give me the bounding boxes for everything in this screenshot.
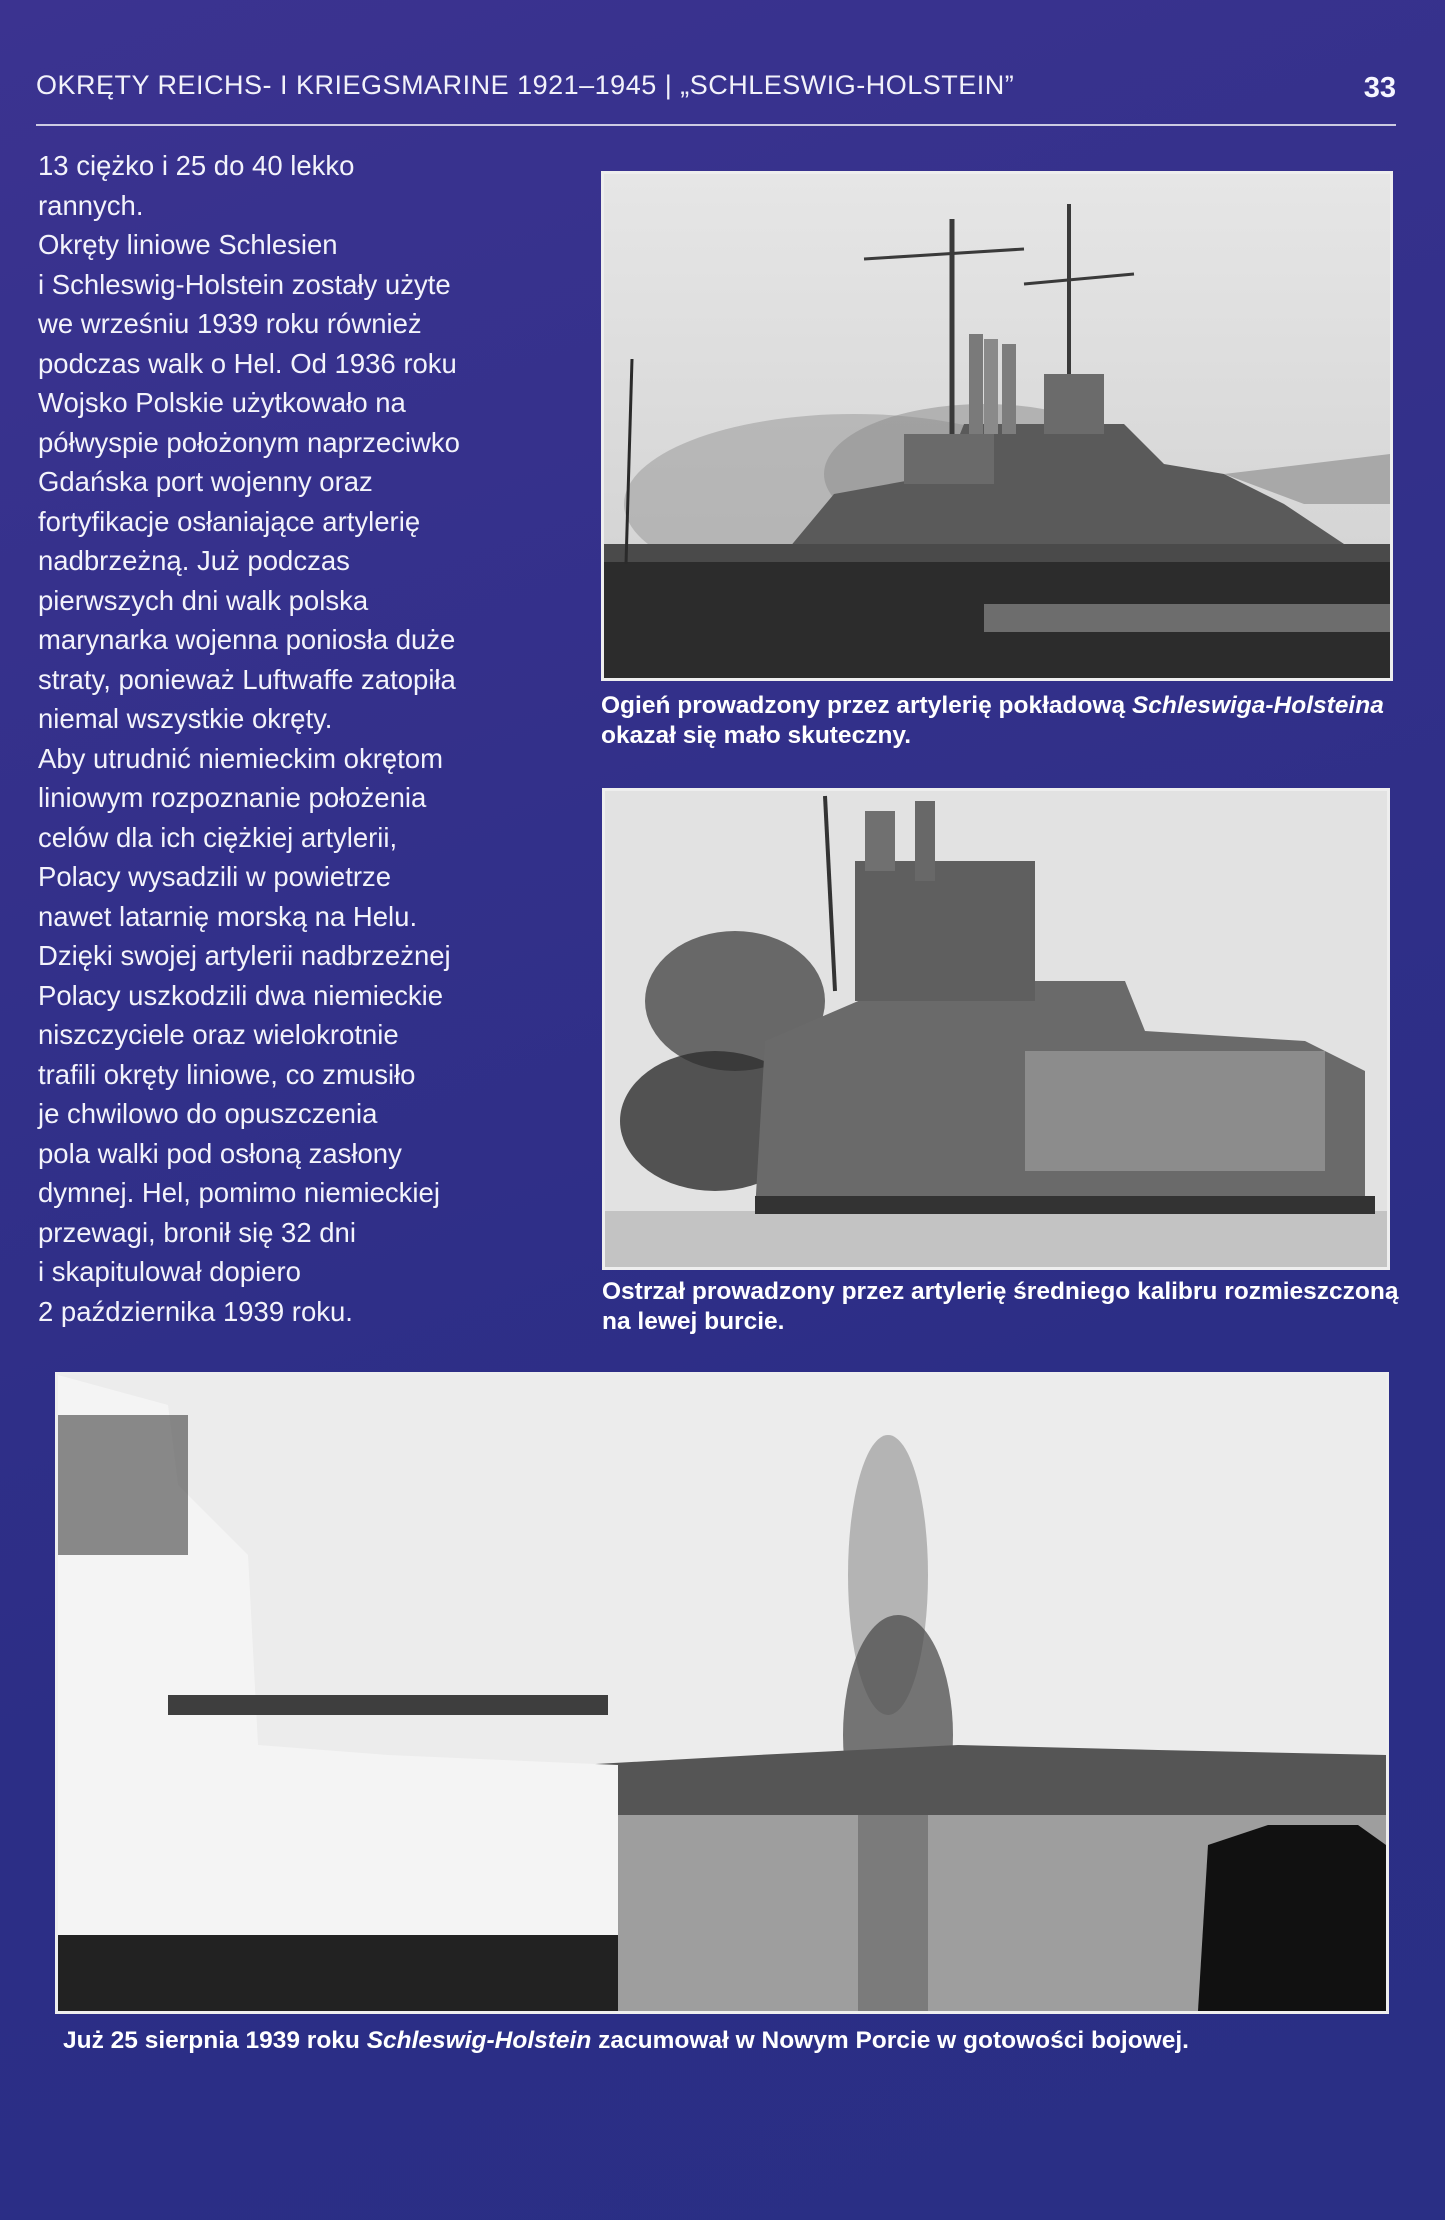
photo-ship-firing-from-deck [601,171,1393,681]
body-text-line: trafili okręty liniowe, co zmusiło [38,1058,416,1090]
photo-2-caption [602,1277,1402,1337]
body-text-line: Dzięki swojej artylerii nadbrzeżnej [38,940,451,971]
body-text-line: we wrześniu 1939 roku również [38,308,422,339]
body-text-line: 2 października 1939 roku. [38,1295,353,1327]
body-text-line: pola walki pod osłoną zasłony [38,1137,402,1169]
photo-1-caption-line-2: okazał się mało skuteczny. [601,722,912,749]
photo-1-caption-ship-name: Schleswiga-Holsteina [1131,692,1384,719]
body-text-line: podczas walk o Hel. Od 1936 roku [38,347,457,379]
body-text-line: Aby utrudnić niemieckim okrętom [38,742,444,774]
body-text-line: nadbrzeżną. Już podczas [38,545,350,576]
body-text-line: Wojsko Polskie użytkowało na [38,387,406,418]
running-title: OKRĘTY REICHS- I KRIEGSMARINE 1921–1945 | „SCHLESWIG-HOLSTEIN” [36,70,1015,100]
body-text-line: rannych. [38,189,144,221]
body-text-line: straty, ponieważ Luftwaffe zatopiła [38,663,456,695]
photo-ship-moored-harbour [55,1372,1389,2014]
body-text-line: niszczyciele oraz wielokrotnie [38,1019,399,1050]
photo-3-caption [63,2026,1383,2056]
body-text-line: marynarka wojenna poniosła duże [38,624,456,655]
body-text-line: Gdańska port wojenny oraz [38,466,373,497]
photo-1-image [604,174,1390,678]
photo-3-caption-ship-name: Schleswig-Holstein [366,2027,592,2054]
photo-2-caption-line-1: Ostrzał prowadzony przez artylerię średniego kalibru rozmieszczoną [602,1278,1399,1305]
photo-1-caption-text: Ogień prowadzony przez artylerię pokładową [601,692,1132,719]
body-text-line: pierwszych dni walk polska [38,584,369,616]
body-text-column [38,146,578,1331]
body-text-line: Polacy uszkodzili dwa niemieckie [38,979,444,1011]
photo-2-caption-line-2: na lewej burcie. [602,1308,785,1335]
body-text-line: i Schleswig-Holstein zostały użyte [38,268,451,300]
photo-3-image [58,1375,1386,2011]
header-rule [36,124,1396,126]
body-text-line: niemal wszystkie okręty. [38,703,333,734]
photo-2-image [605,791,1387,1267]
photo-3-caption-pre: Już 25 sierpnia 1939 roku [63,2027,367,2054]
body-text-line: i skapitulował dopiero [38,1256,301,1287]
photo-1-caption [601,691,1401,751]
photo-ship-secondary-guns [602,788,1390,1270]
body-text-line: półwyspie położonym naprzeciwko [38,426,460,458]
body-text-line: dymnej. Hel, pomimo niemieckiej [38,1177,440,1208]
page-header [36,62,1396,132]
body-text-line: nawet latarnię morską na Helu. [38,900,418,932]
body-text-line: je chwilowo do opuszczenia [38,1098,378,1129]
page-number: 33 [1363,72,1396,104]
body-text-line: fortyfikacje osłaniające artylerię [38,505,421,537]
body-text-line: 13 ciężko i 25 do 40 lekko [38,150,355,181]
body-text-line: przewagi, bronił się 32 dni [38,1216,356,1248]
body-text-line: liniowym rozpoznanie położenia [38,782,427,813]
photo-3-caption-post: zacumował w Nowym Porcie w gotowości bojowej. [591,2027,1189,2054]
body-text-line: celów dla ich ciężkiej artylerii, [38,821,398,853]
body-text-line: Okręty liniowe Schlesien [38,229,338,260]
body-text-line: Polacy wysadzili w powietrze [38,861,392,892]
